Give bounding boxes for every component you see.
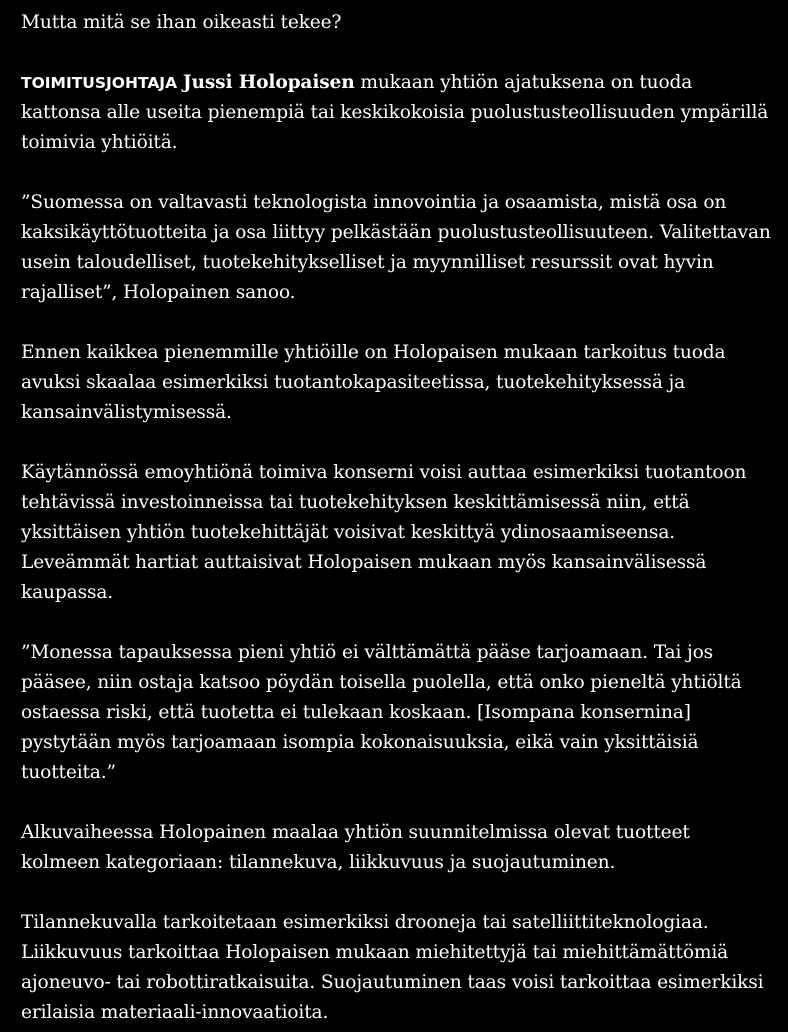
- paragraph-question: Mutta mitä se ihan oikeasti tekee?: [21, 12, 342, 33]
- paragraph-quote-2: ”Monessa tapauksessa pieni yhtiö ei välttämättä pääse tarjoamaan. Tai jos pääsee, niin ostaja katsoo pöydän toisella puolella, että onko pieneltä yhtiöltä ostaessa riski, että tuotetta ei tulekaan koskaan. [Isompana konsernina] pystytään myös tarjoamaan isompia kokonaisuuksia, eikä vain yksittäisiä tuotteita.”: [21, 642, 742, 783]
- paragraph-ceo-intro: [21, 68, 771, 158]
- paragraph-ceo-intro-text: mukaan yhtiön ajatuksena on tuoda kattonsa alle useita pienempiä tai keskikokoisia puolustusteollisuuden ympärillä toimivia yhtiöitä.: [21, 72, 769, 153]
- paragraph-scale: Ennen kaikkea pienemmille yhtiöille on Holopaisen mukaan tarkoitus tuoda avuksi skaalaa esimerkiksi tuotantokapasiteetissa, tuotekehityksessä ja kansainvälistymisessä.: [21, 342, 726, 423]
- paragraph-quote-1: ”Suomessa on valtavasti teknologista innovointia ja osaamista, mistä osa on kaksikäyttötuotteita ja osa liittyy pelkästään puolustusteollisuuteen. Valitettavan usein taloudelliset, tuotekehitykselliset ja myynnilliset resurssit ovat hyvin rajalliset”, Holopainen sanoo.: [21, 192, 771, 303]
- paragraph-categories: Alkuvaiheessa Holopainen maalaa yhtiön suunnitelmissa olevat tuotteet kolmeen kategoriaan: tilannekuva, liikkuvuus ja suojautuminen.: [21, 822, 690, 873]
- lead-in-label: TOIMITUSJOHTAJA: [21, 74, 178, 92]
- paragraph-parent-company: Käytännössä emoyhtiönä toimiva konserni voisi auttaa esimerkiksi tuotantoon tehtävissä investoinneissa tai tuotekehityksen keskittämisessä niin, että yksittäisen yhtiön tuotekehittäjät voisivat keskittyä ydinosaamiseensa. Leveämmät hartiat auttaisivat Holopaisen mukaan myös kansainvälisessä kaupassa.: [21, 462, 747, 603]
- article-body: [0, 8, 788, 1028]
- ceo-name: Jussi Holopaisen: [182, 72, 355, 93]
- paragraph-category-details: Tilannekuvalla tarkoitetaan esimerkiksi drooneja tai satelliittiteknologiaa. Liikkuvuus tarkoittaa Holopaisen mukaan miehitettyjä tai miehittämättömiä ajoneuvo- tai robottiratkaisuita. Suojautuminen taas voisi tarkoittaa esimerkiksi erilaisia materiaali-innovaatioita.: [21, 912, 764, 1023]
